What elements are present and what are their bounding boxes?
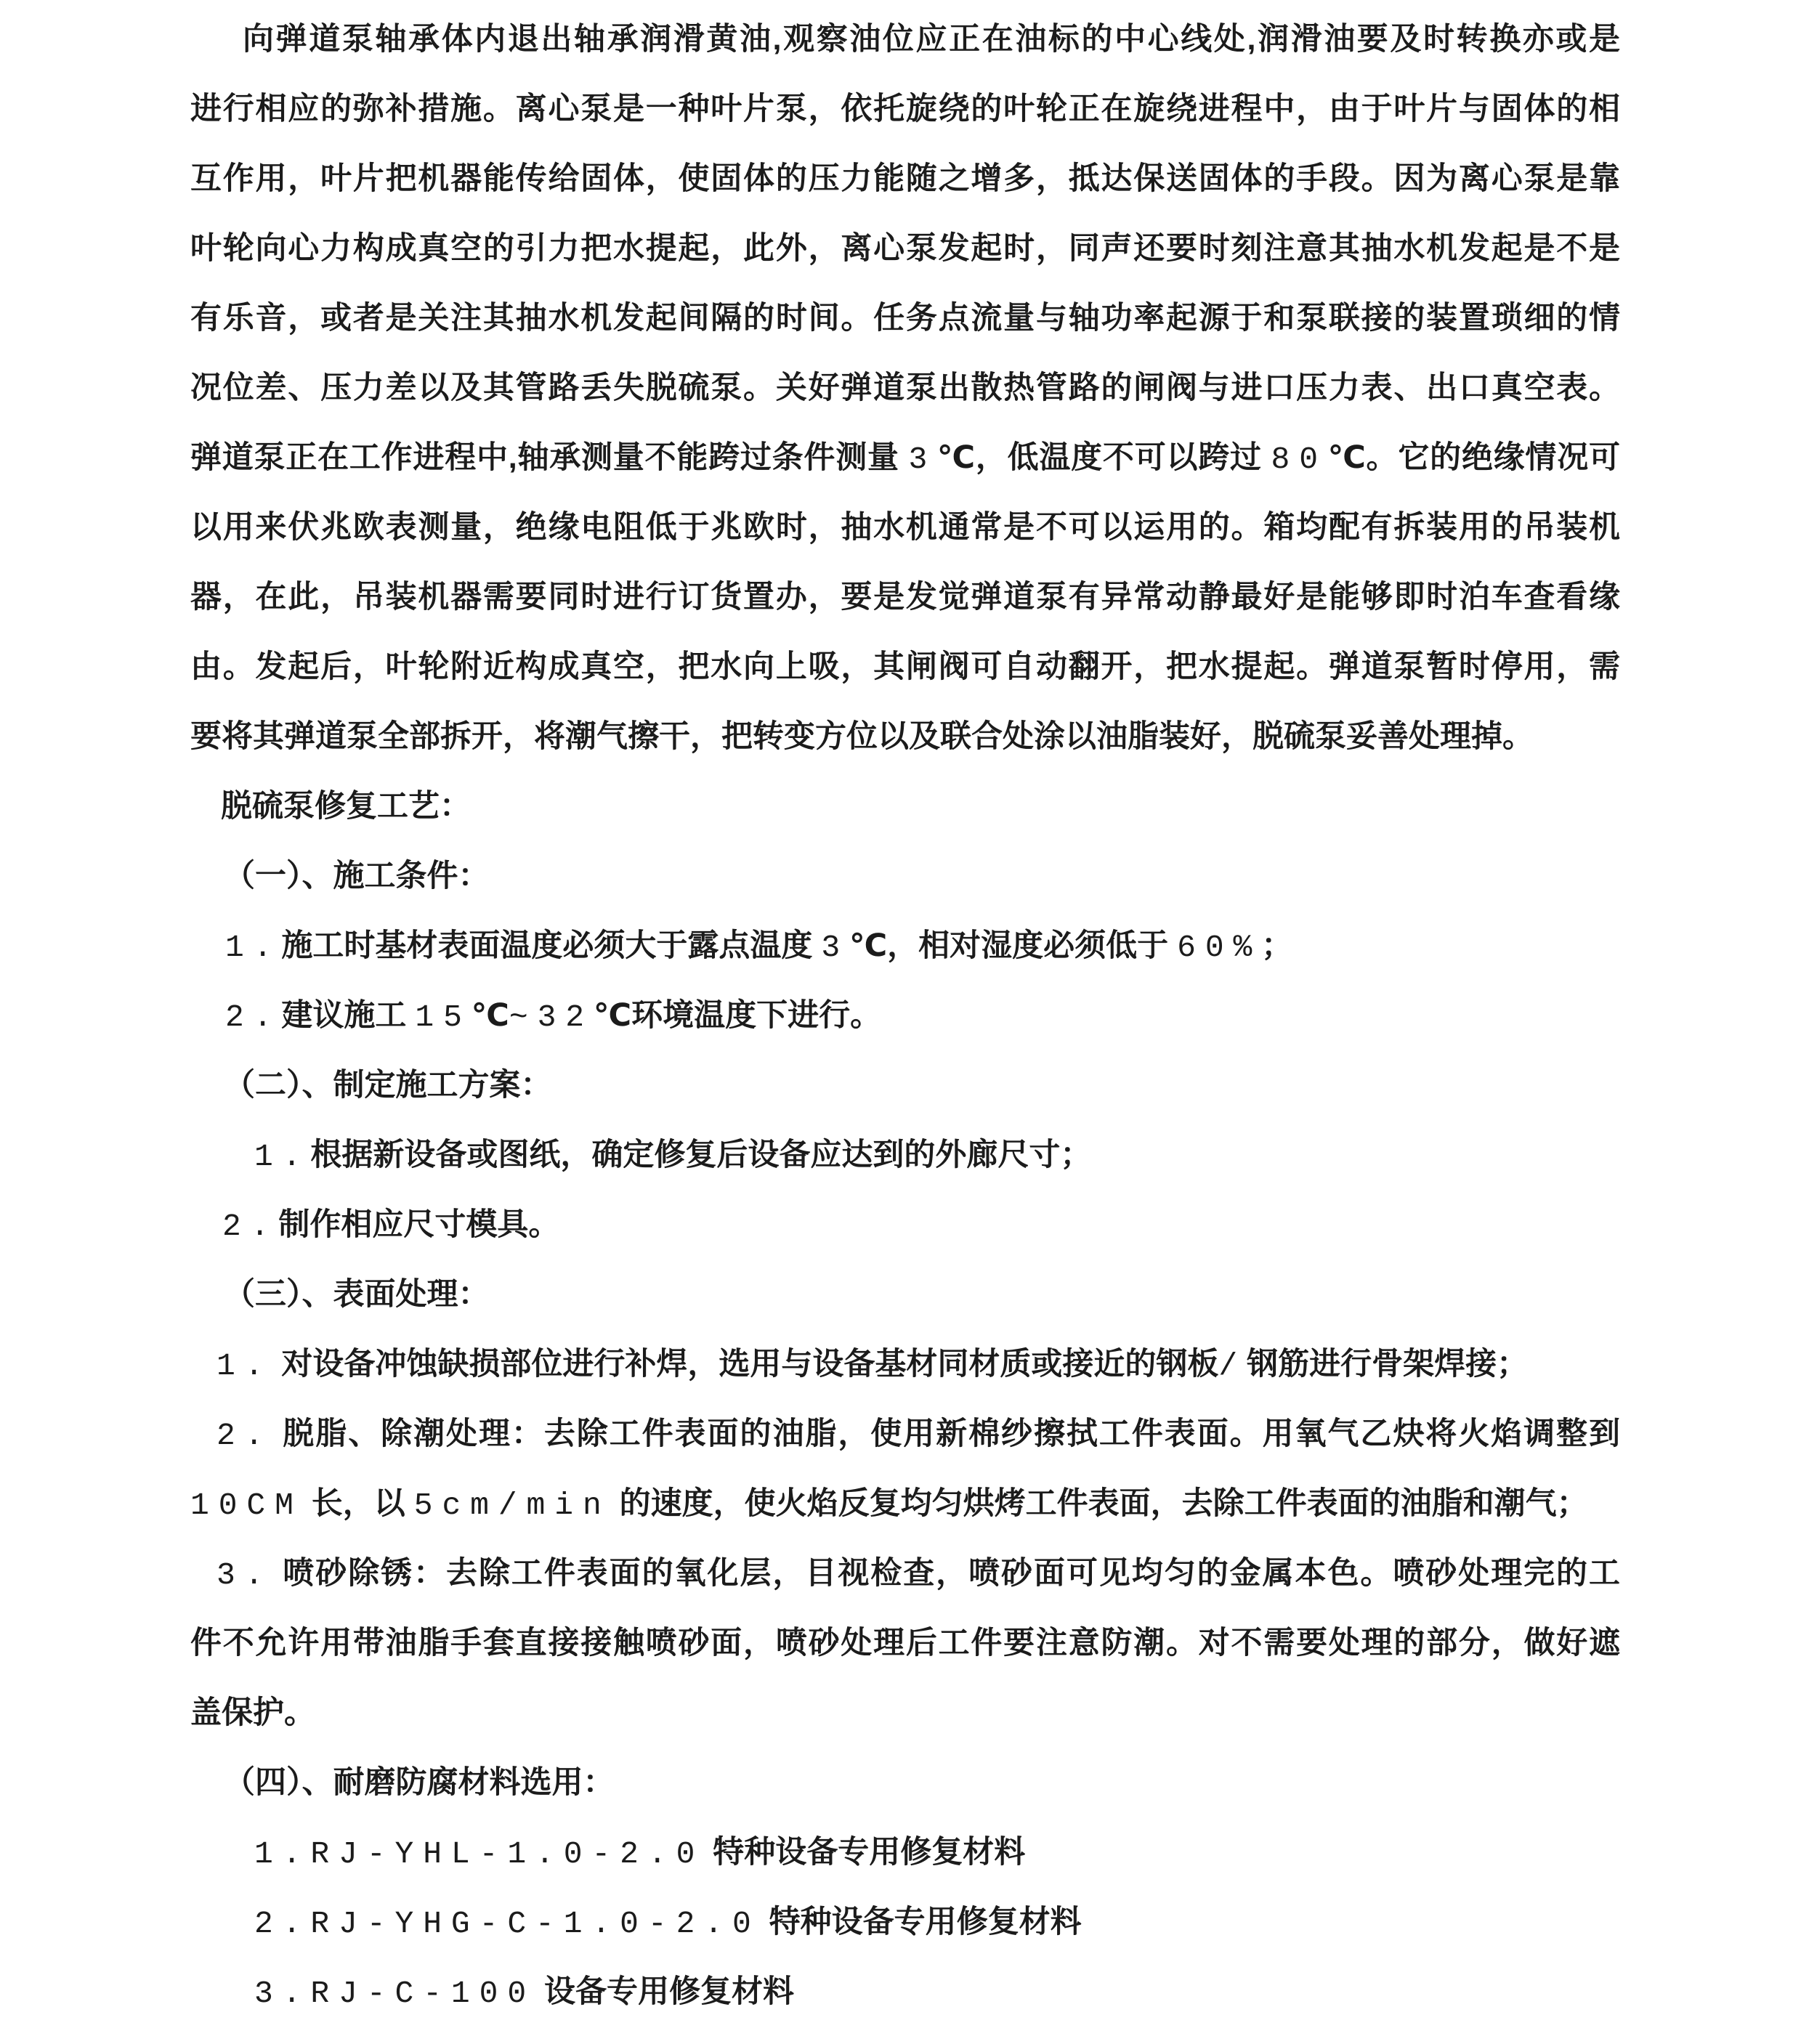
latin-text: / — [1218, 1348, 1247, 1384]
latin-text: 3. — [216, 1557, 273, 1593]
text-line: 以用来伏兆欧表测量，绝缘电阻低于兆欧时，抽水机通常是不可以运用的。箱均配有拆装用的吊装机 — [190, 510, 1620, 545]
text-line: （二）、制定施工方案： — [224, 1068, 552, 1103]
latin-text: 2. — [225, 999, 282, 1035]
text-line: 互作用，叶片把机器能传给固体，使固体的压力能随之增多，抵达保送固体的手段。因为离心泵是靠 — [190, 161, 1620, 196]
latin-text: 60% — [1177, 930, 1262, 965]
document-body — [190, 4, 1620, 2027]
document-page — [0, 4, 1801, 2044]
latin-text: 3.RJ-C-100 — [254, 1976, 536, 2011]
latin-text: 1. — [225, 930, 282, 965]
latin-text: 1. — [216, 1348, 273, 1384]
latin-text: 3 — [908, 442, 937, 477]
text-line: 3.RJ-C-100 设备专用修复材料 — [254, 1974, 794, 2011]
latin-text: 3 — [821, 930, 850, 965]
text-line: 有乐音，或者是关注其抽水机发起间隔的时间。任务点流量与轴功率起源于和泵联接的装置琐细的情 — [190, 301, 1620, 336]
text-line: 向弹道泵轴承体内退出轴承润滑黄油,观察油位应正在油标的中心线处,润滑油要及时转换亦或是 — [243, 22, 1620, 57]
text-line: 1.根据新设备或图纸，确定修复后设备应达到的外廊尺寸； — [254, 1137, 1092, 1175]
text-line: 2.RJ-YHG-C-1.0-2.0 特种设备专用修复材料 — [254, 1905, 1082, 1942]
text-line: 弹道泵正在工作进程中,轴承测量不能跨过条件测量 3℃，低温度不可以跨过 80℃。它的绝缘情况可 — [190, 440, 1620, 477]
text-line: 盖保护。 — [190, 1695, 315, 1730]
text-line: 1.RJ-YHL-1.0-2.0 特种设备专用修复材料 — [254, 1835, 1026, 1872]
latin-text: 80 — [1271, 442, 1327, 477]
text-line: 3. 喷砂除锈：去除工件表面的氧化层，目视检查，喷砂面可见均匀的金属本色。喷砂处理完的工 — [216, 1556, 1620, 1593]
text-line: 要将其弹道泵全部拆开，将潮气擦干，把转变方位以及联合处涂以油脂装好，脱硫泵妥善处理掉。 — [190, 719, 1534, 754]
text-line: 脱硫泵修复工艺： — [221, 789, 471, 824]
latin-text: 2.RJ-YHG-C-1.0-2.0 — [254, 1906, 761, 1942]
text-line: （一）、施工条件： — [224, 859, 490, 893]
text-line: 10CM 长，以 5cm/min 的速度，使火焰反复均匀烘烤工件表面，去除工件表面的油脂和潮气； — [190, 1486, 1588, 1523]
text-line: （四）、耐磨防腐材料选用： — [224, 1765, 615, 1800]
text-line: （三）、表面处理： — [224, 1277, 490, 1312]
text-line: 2. 脱脂、除潮处理：去除工件表面的油脂，使用新棉纱擦拭工件表面。用氧气乙炔将火焰调整到 — [216, 1416, 1620, 1453]
text-line: 2.制作相应尺寸模具。 — [222, 1207, 560, 1244]
latin-text: ~32 — [509, 999, 594, 1035]
latin-text: 2. — [222, 1209, 279, 1244]
text-line: 由。发起后，叶轮附近构成真空，把水向上吸，其闸阀可自动翻开，把水提起。弹道泵暂时停用，需 — [190, 649, 1620, 684]
text-line: 1.施工时基材表面温度必须大于露点温度 3℃，相对湿度必须低于 60%； — [225, 928, 1293, 965]
latin-text: 10CM — [190, 1488, 303, 1523]
latin-text: 1. — [254, 1139, 311, 1175]
text-line: 件不允许用带油脂手套直接接触喷砂面，喷砂处理后工件要注意防潮。对不需要处理的部分，做好遮 — [190, 1626, 1620, 1660]
text-line: 叶轮向心力构成真空的引力把水提起，此外，离心泵发起时，同声还要时刻注意其抽水机发起是不是 — [190, 231, 1620, 266]
latin-text: 1.RJ-YHL-1.0-2.0 — [254, 1836, 705, 1872]
latin-text: 2. — [216, 1418, 273, 1453]
text-line: 进行相应的弥补措施。离心泵是一种叶片泵，依托旋绕的叶轮正在旋绕进程中，由于叶片与固体的相 — [190, 92, 1620, 126]
text-line: 器，在此，吊装机器需要同时进行订货置办，要是发觉弹道泵有异常动静最好是能够即时泊车查看缘 — [190, 580, 1620, 615]
latin-text: 15 — [415, 999, 472, 1035]
text-line: 1. 对设备冲蚀缺损部位进行补焊，选用与设备基材同材质或接近的钢板/钢筋进行骨架焊接； — [216, 1347, 1529, 1384]
latin-text: 5cm/min — [413, 1488, 611, 1523]
text-line: 2.建议施工 15℃~32℃环境温度下进行。 — [225, 998, 882, 1035]
text-line: 况位差、压力差以及其管路丢失脱硫泵。关好弹道泵出散热管路的闸阀与进口压力表、出口真空表。 — [190, 370, 1620, 405]
